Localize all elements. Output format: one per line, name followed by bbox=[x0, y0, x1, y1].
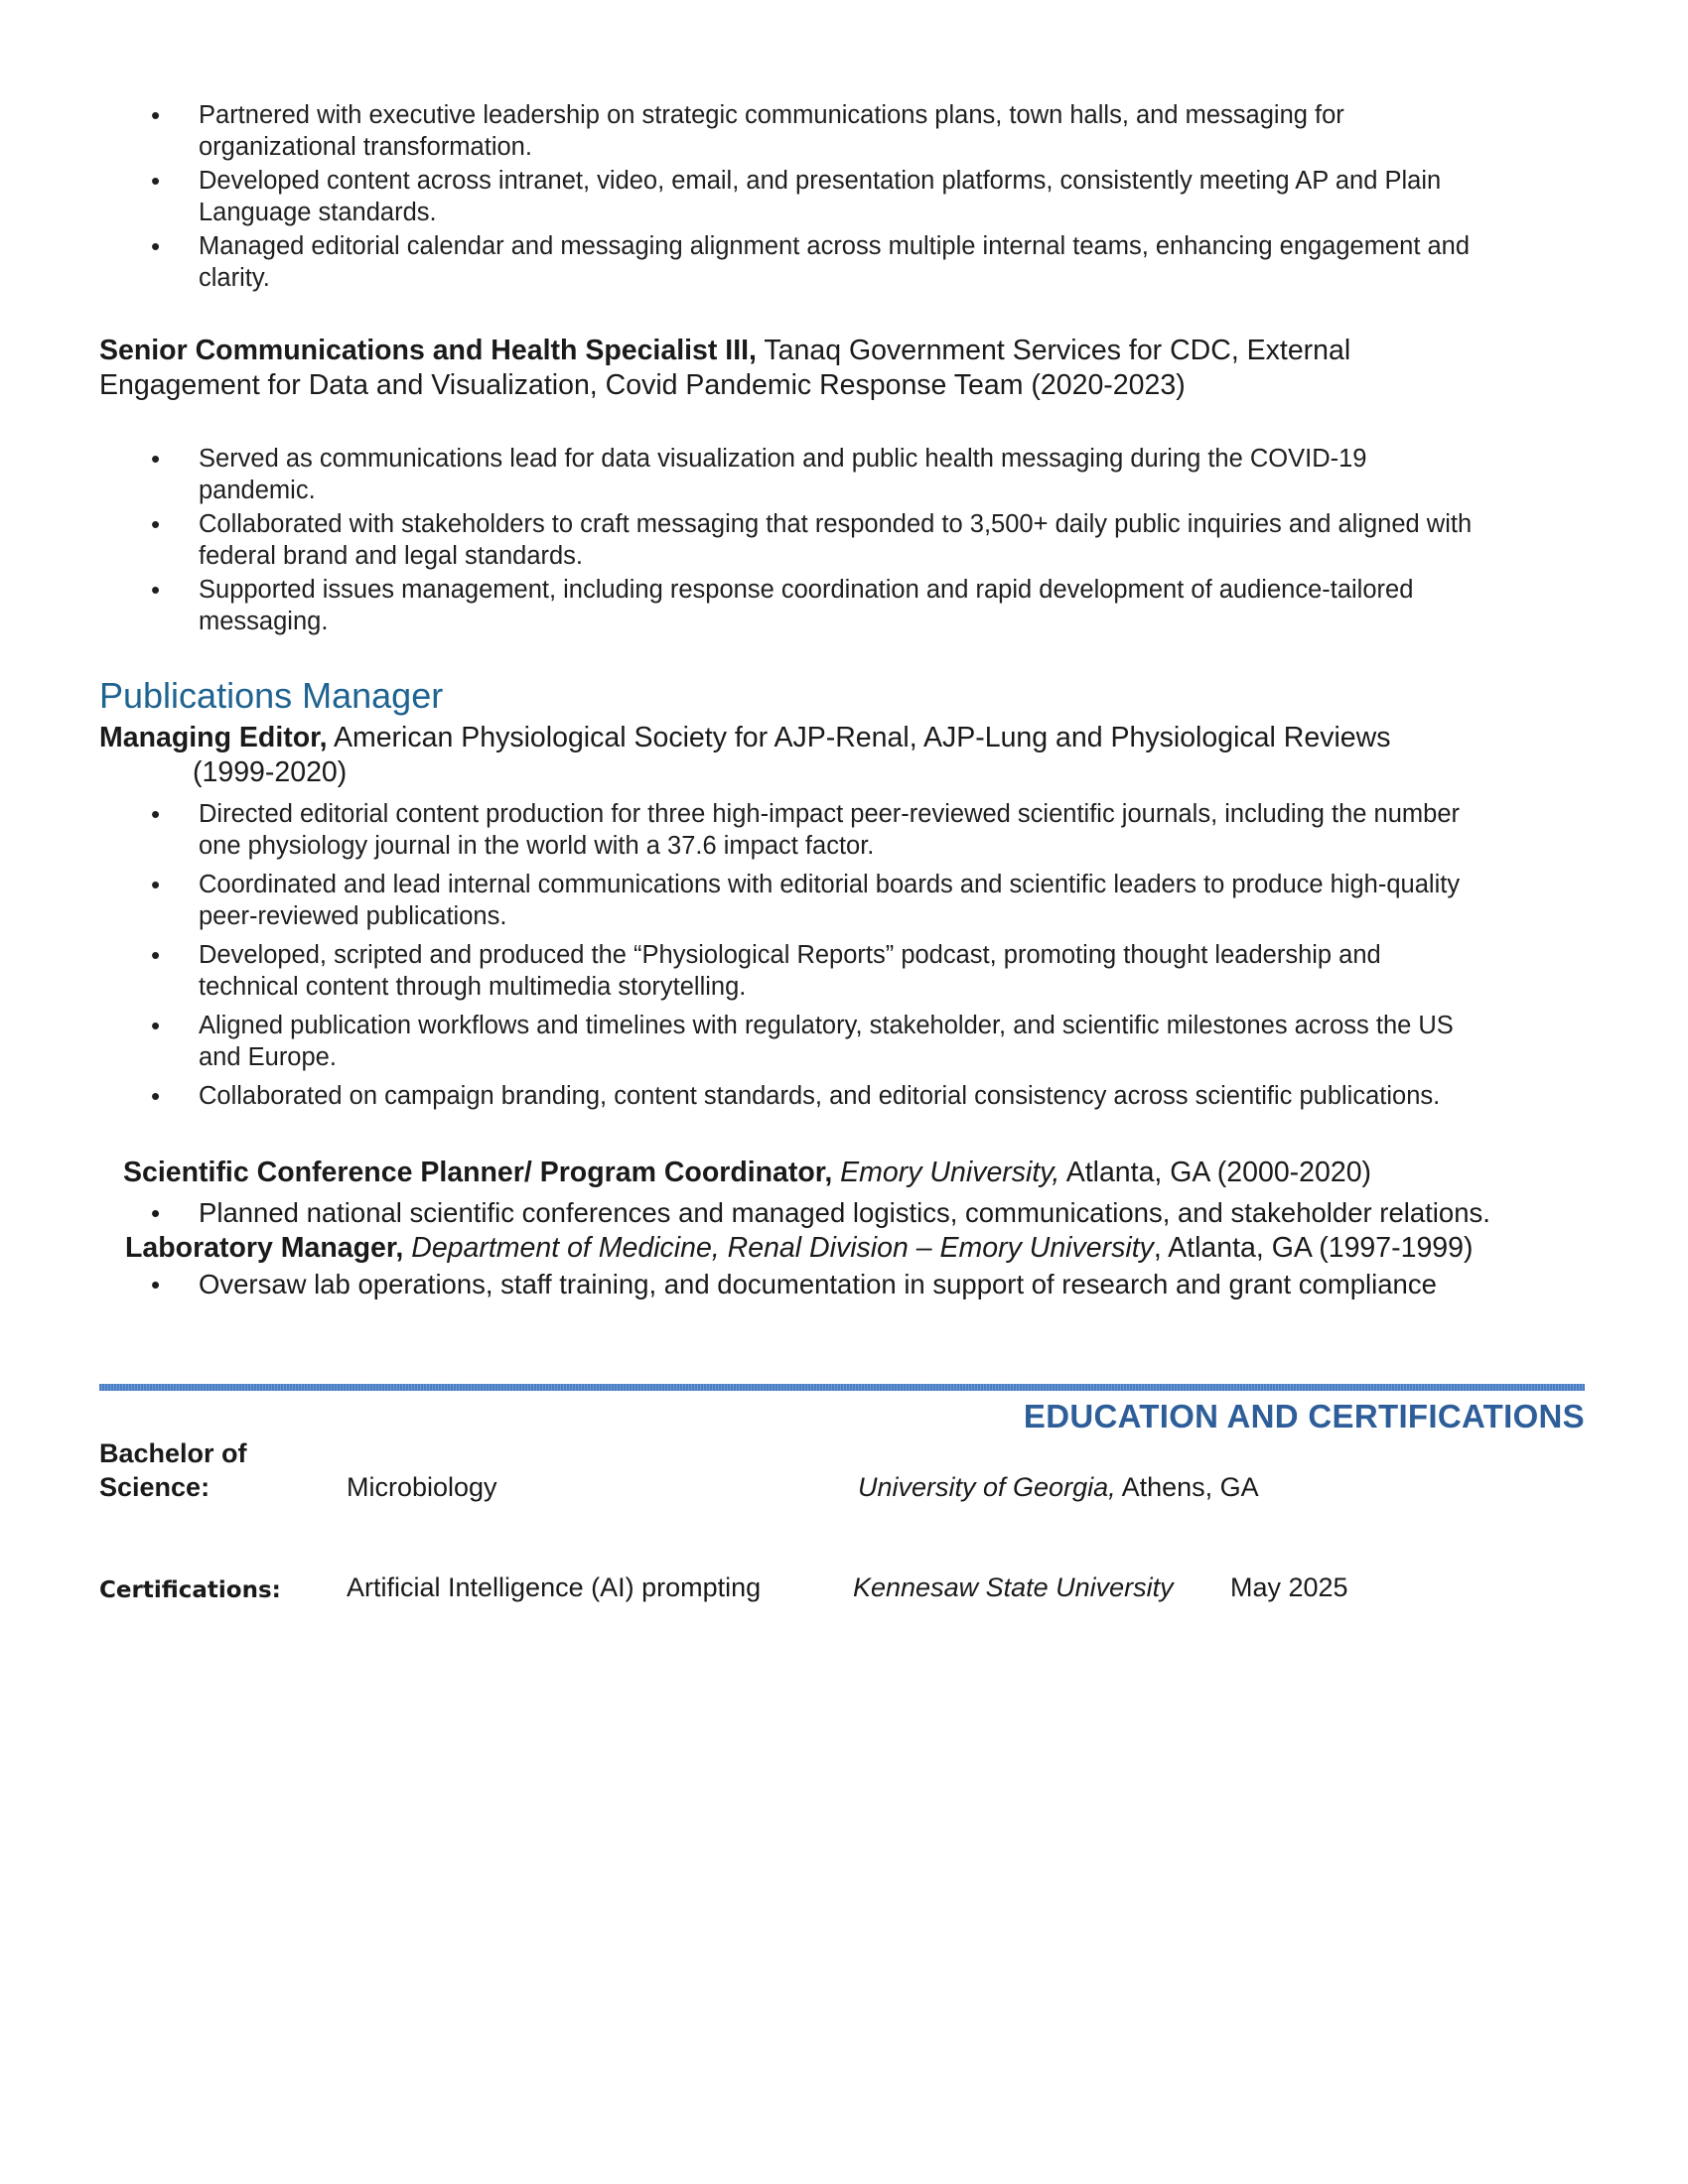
role-title: Managing Editor, bbox=[99, 722, 328, 753]
list-item: • Planned national scientific conferences and managed logistics, communications, and stakeholder relations. bbox=[99, 1197, 1609, 1229]
section-title-publications: Publications Manager bbox=[99, 675, 444, 716]
role-org-line2: Engagement for Data and Visualization, Covid Pandemic Response Team (2020-2023) bbox=[99, 369, 1186, 401]
list-item: • Supported issues management, including response coordination and rapid development of audience-tailored messaging. bbox=[99, 574, 1609, 637]
list-item: • Aligned publication workflows and timelines with regulatory, stakeholder, and scientific milestones across the US and Europe. bbox=[99, 1010, 1609, 1073]
certification-date: May 2025 bbox=[1230, 1572, 1348, 1602]
role-years: (1999-2020) bbox=[193, 756, 348, 788]
degree-school: University of Georgia, Athens, GA bbox=[858, 1472, 1259, 1502]
role-conference-planner bbox=[123, 1156, 1613, 1190]
list-item: • Collaborated on campaign branding, content standards, and editorial consistency across scientific publications. bbox=[99, 1080, 1609, 1112]
section-divider bbox=[99, 1384, 1585, 1391]
lab-bullets bbox=[99, 1269, 1609, 1302]
previous-role-bullets bbox=[99, 99, 1609, 296]
role-title: Senior Communications and Health Specialist III, bbox=[99, 335, 757, 366]
role-org: Department of Medicine, Renal Division – Emory University bbox=[411, 1232, 1154, 1264]
role-org: Emory University, bbox=[840, 1157, 1060, 1188]
conference-bullets bbox=[99, 1197, 1609, 1231]
role-title: Scientific Conference Planner/ Program Coordinator, bbox=[123, 1157, 833, 1188]
list-item: • Developed, scripted and produced the “Physiological Reports” podcast, promoting thought leadership and technical content through multimedia storytelling. bbox=[99, 939, 1609, 1003]
list-item: • Managed editorial calendar and messaging alignment across multiple internal teams, enhancing engagement and clarity. bbox=[99, 230, 1609, 294]
role-managing-editor bbox=[99, 721, 1609, 790]
cdc-bullets bbox=[99, 443, 1609, 639]
publications-bullets bbox=[99, 798, 1609, 1114]
role-lab-manager bbox=[125, 1231, 1615, 1266]
list-item: • Oversaw lab operations, staff training, and documentation in support of research and grant compliance bbox=[99, 1269, 1609, 1300]
list-item: • Developed content across intranet, video, email, and presentation platforms, consistently meeting AP and Plain Language standards. bbox=[99, 165, 1609, 228]
role-location: Atlanta, GA (2000-2020) bbox=[1059, 1157, 1372, 1188]
certifications-label: Certifications: bbox=[99, 1577, 281, 1603]
degree-major: Microbiology bbox=[347, 1472, 497, 1502]
role-org: Tanaq Government Services for CDC, External bbox=[756, 335, 1351, 366]
list-item: • Directed editorial content production for three high-impact peer-reviewed scientific journals, including the number one physiology journal in the world with a 37.6 impact factor. bbox=[99, 798, 1609, 862]
list-item: • Collaborated with stakeholders to craft messaging that responded to 3,500+ daily public inquiries and aligned with federal brand and legal standards. bbox=[99, 508, 1609, 572]
list-item: • Served as communications lead for data visualization and public health messaging during the COVID-19 pandemic. bbox=[99, 443, 1609, 506]
role-cdc-heading bbox=[99, 334, 1589, 403]
certification-school: Kennesaw State University bbox=[853, 1572, 1174, 1602]
degree-label: Bachelor of Science: bbox=[99, 1438, 247, 1502]
role-org: American Physiological Society for AJP-Renal, AJP-Lung and Physiological Reviews bbox=[327, 722, 1391, 753]
section-title-education: EDUCATION AND CERTIFICATIONS bbox=[1023, 1398, 1585, 1434]
list-item: • Partnered with executive leadership on strategic communications plans, town halls, and messaging for organizational transformation. bbox=[99, 99, 1609, 163]
certification-name: Artificial Intelligence (AI) prompting bbox=[347, 1572, 762, 1602]
list-item: • Coordinated and lead internal communications with editorial boards and scientific leaders to produce high-quality peer-reviewed publications. bbox=[99, 869, 1609, 932]
role-location: , Atlanta, GA (1997-1999) bbox=[1153, 1232, 1474, 1264]
role-title: Laboratory Manager, bbox=[125, 1232, 404, 1264]
